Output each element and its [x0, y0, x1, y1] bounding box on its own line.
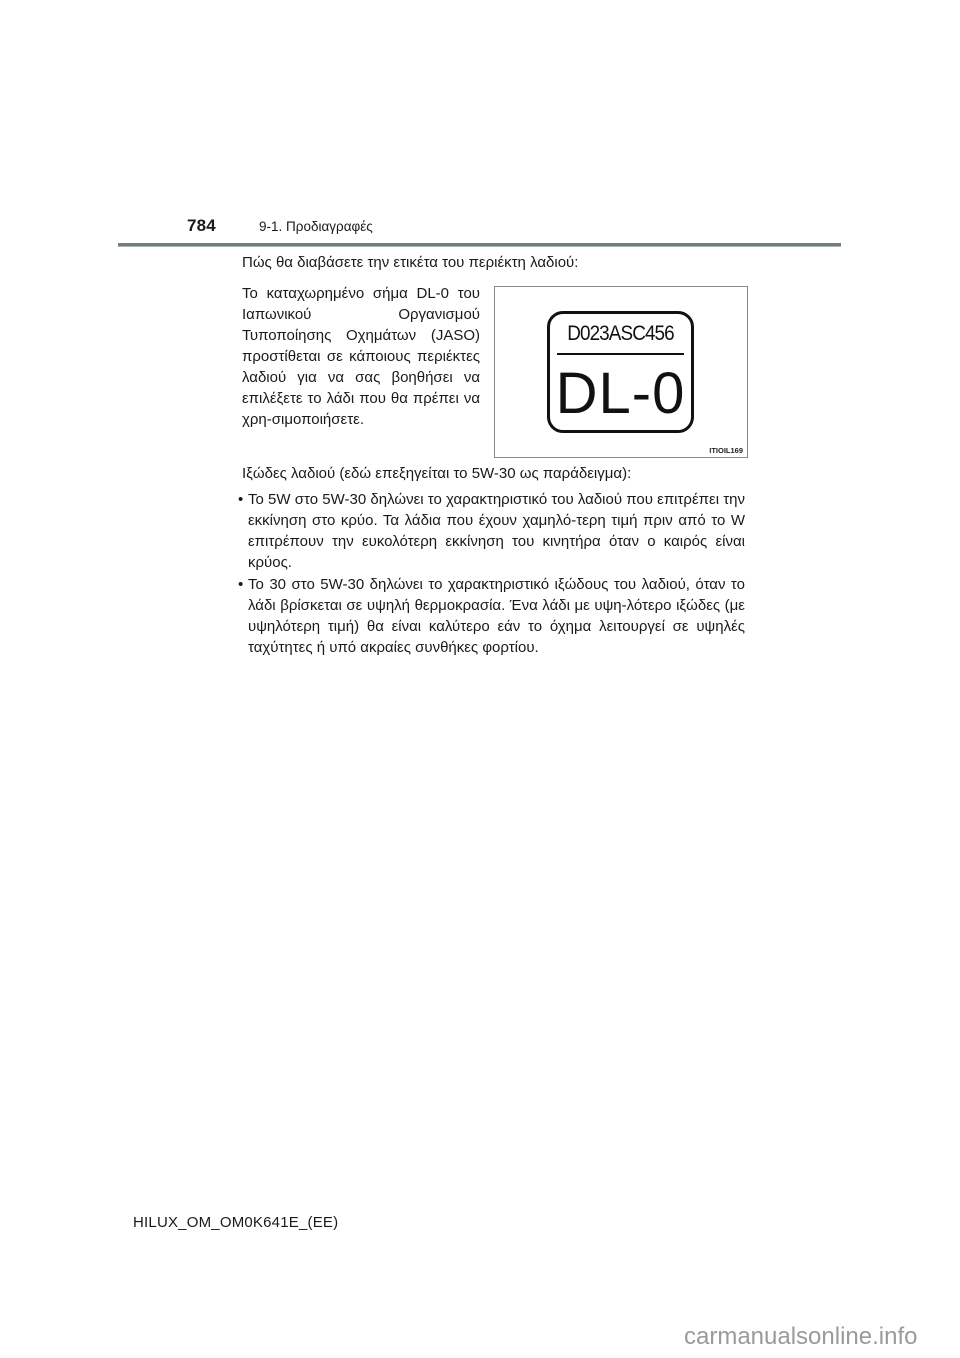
bullet-icon: •: [238, 576, 244, 593]
jaso-paragraph: Το καταχωρημένο σήμα DL-0 του Ιαπωνικού Οργανισμού Τυποποίησης Οχημάτων (JASO) προστίθεται σε κάποιους περιέκτες λαδιού για να σας βοηθήσει να επιλέξετε το λάδι που θα πρέπει να χρη-σιμοποιήσετε.: [242, 285, 480, 428]
page-number: 784: [187, 216, 216, 235]
viscosity-intro: Ιξώδες λαδιού (εδώ επεξηγείται το 5W-30 ως παράδειγμα):: [242, 465, 632, 482]
intro-heading: Πώς θα διαβάσετε την ετικέτα του περιέκτη λαδιού:: [242, 254, 579, 271]
label-mark: DL-0: [555, 361, 686, 426]
bullet-text: Το 5W στο 5W-30 δηλώνει το χαρακτηριστικό του λαδιού που επιτρέπει την εκκίνηση στο κρύο. Τα λάδια που έχουν χαμηλό-τερη τιμή πριν από το W επιτρέπουν την ευκολότερη εκκίνηση του κινητήρα όταν ο καιρός είναι κρύος.: [248, 491, 745, 571]
watermark-link[interactable]: carmanualsonline.info: [684, 1323, 918, 1350]
bullet-text: Το 30 στο 5W-30 δηλώνει το χαρακτηριστικό ιξώδους του λαδιού, όταν το λάδι βρίσκεται σε υψηλή θερμοκρασία. Ένα λάδι με υψη-λότερο ιξώδες (με υψηλότερη τιμή) θα είναι καλύτερο εάν το όχημα λειτουργεί σε υψηλές ταχύτητες ή υπό ακραίες συνθήκες φορτίου.: [248, 576, 745, 656]
section-title: 9-1. Προδιαγραφές: [259, 219, 373, 234]
header-rule: [118, 243, 841, 247]
figure-id: ITIOIL169: [709, 446, 743, 455]
footer-document-code: HILUX_OM_OM0K641E_(EE): [133, 1214, 339, 1231]
viscosity-bullet-list: [235, 489, 745, 659]
bullet-item-high-temp: [235, 574, 745, 658]
bullet-item-cold-start: [235, 489, 745, 573]
oil-label-figure: [494, 286, 748, 458]
label-code: D023ASC456: [557, 314, 684, 355]
bullet-icon: •: [238, 491, 244, 508]
oil-container-label: [547, 311, 694, 433]
